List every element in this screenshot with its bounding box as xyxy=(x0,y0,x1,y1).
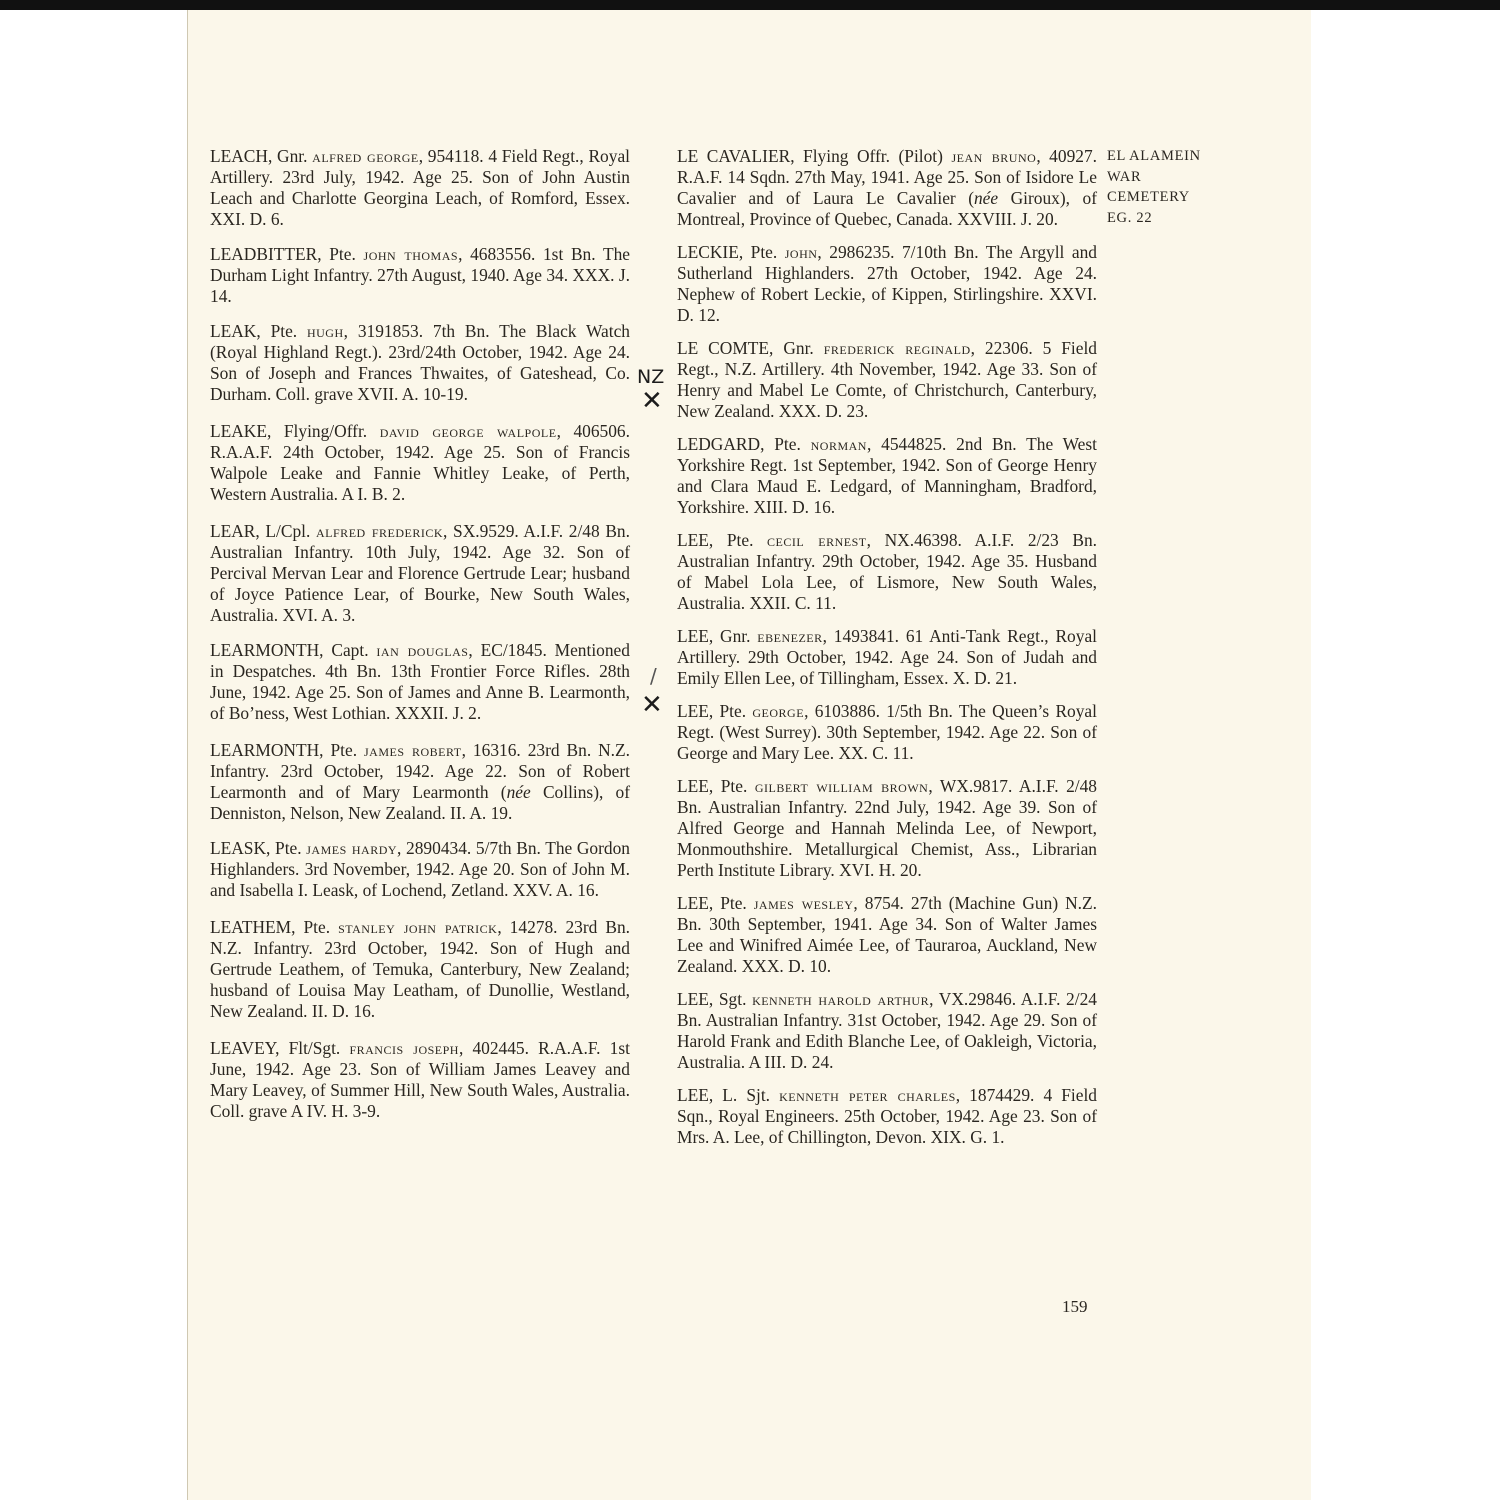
entry-given-names: ebenezer xyxy=(757,626,823,646)
entry-given-names: alfred george xyxy=(312,146,419,166)
register-entry: LEE, Pte. george, 6103886. 1/5th Bn. The Queen’s Royal Regt. (West Surrey). 30th September, 1942. Age 22. Son of George and Mary Lee. XX. C. 11. xyxy=(677,701,1097,763)
entry-given-names: john thomas xyxy=(363,244,459,264)
entry-details: 4683556. 1st Bn. The Durham Light Infantry. 27th August, 1940. Age 34. XXX. J. 14. xyxy=(210,244,631,306)
entry-details: 954118. 4 Field Regt., Royal Artillery. 23rd July, 1942. Age 25. Son of John Austin Leach and Charlotte Georgina Leach, of Romford, Essex. XXI. D. 6. xyxy=(210,146,630,229)
entry-given-names: kenneth peter charles xyxy=(779,1085,956,1105)
handwritten-cross-icon: ✕ xyxy=(641,386,663,416)
entry-surname: LEE xyxy=(677,776,709,796)
entry-given-names: james robert xyxy=(364,740,462,760)
page-number: 159 xyxy=(1062,1297,1088,1316)
entry-rank: Pte. xyxy=(329,244,356,264)
register-entry: LEE, L. Sjt. kenneth peter charles, 1874429. 4 Field Sqn., Royal Engineers. 25th October, 1942. Age 23. Son of Mrs. A. Lee, of Chillington, Devon. XIX. G. 1. xyxy=(677,1085,1097,1147)
entry-surname: LE CAVALIER xyxy=(677,146,791,166)
entry-given-names: james wesley xyxy=(753,893,854,913)
entry-details: 2986235. 7/10th Bn. The Argyll and Sutherland Highlanders. 27th October, 1942. Age 24. Nephew of Robert Leckie, of Kippen, Stirlingshire. XXVI. D. 12. xyxy=(677,242,1097,325)
entry-surname: LEE xyxy=(677,989,709,1009)
register-entry: LEADBITTER, Pte. john thomas, 4683556. 1st Bn. The Durham Light Infantry. 27th August, 1940. Age 34. XXX. J. 14. xyxy=(210,244,631,306)
entry-surname: LEAR xyxy=(210,521,256,541)
entry-details: WX.9817. A.I.F. 2/48 Bn. Australian Infantry. 22nd July, 1942. Age 39. Son of Alfred George and Hannah Melinda Lee, of Newport, Monmouthshire. Metallurgical Chemist, Ass., Librarian Perth Institute Library. XVI. H. 20. xyxy=(677,776,1098,880)
entry-details-italic: née xyxy=(973,188,999,208)
entry-details: 1874429. 4 Field Sqn., Royal Engineers. 25th October, 1942. Age 23. Son of Mrs. A. Lee, of Chillington, Devon. XIX. G. 1. xyxy=(677,1085,1097,1147)
entry-rank: Flying Offr. (Pilot) xyxy=(803,146,943,166)
register-entry: LEACH, Gnr. alfred george, 954118. 4 Field Regt., Royal Artillery. 23rd July, 1942. Age 25. Son of John Austin Leach and Charlotte Georgina Leach, of Romford, Essex. XXI. D. 6. xyxy=(210,146,630,229)
entry-details: 22306. 5 Field Regt., N.Z. Artillery. 4th November, 1942. Age 33. Son of Henry and Mabel Le Comte, of Christchurch, Canterbury, New Zealand. XXX. D. 23. xyxy=(677,338,1097,421)
register-entry: LEARMONTH, Capt. ian douglas, EC/1845. Mentioned in Despatches. 4th Bn. 13th Frontier Force Rifles. 28th June, 1942. Age 25. Son of James and Anne B. Learmonth, of Bo’ness, West Lothian. XXXII. J. 2. xyxy=(210,640,630,723)
entry-rank: Pte. xyxy=(750,242,778,262)
scan-top-border xyxy=(0,0,1500,10)
entry-surname: LEE xyxy=(677,893,709,913)
entry-rank: Sgt. xyxy=(718,989,747,1009)
entry-surname: LECKIE xyxy=(677,242,739,262)
entry-details: Collins), of Denniston, Nelson, New Zealand. II. A. 19. xyxy=(210,782,631,823)
entry-given-names: stanley john patrick xyxy=(338,917,498,937)
entry-rank: Capt. xyxy=(331,640,369,660)
entry-rank: Flying/Offr. xyxy=(283,421,368,441)
entry-rank: L. Sjt. xyxy=(722,1085,771,1105)
entry-surname: LE COMTE xyxy=(677,338,770,358)
entry-rank: Pte. xyxy=(719,701,747,721)
entry-surname: LEASK xyxy=(210,838,267,858)
entry-given-names: david george walpole xyxy=(379,421,557,441)
register-entry: LEE, Pte. james wesley, 8754. 27th (Machine Gun) N.Z. Bn. 30th September, 1941. Age 34. Son of Walter James Lee and Winifred Aimée Lee, of Tauraroa, Auckland, New Zealand. XXX. D. 10. xyxy=(677,893,1097,976)
entry-details: 40927. R.A.F. 14 Sqdn. 27th May, 1941. Age 25. Son of Isidore Le Cavalier and of Laura Le Cavalier ( xyxy=(677,146,1097,208)
entry-details: VX.29846. A.I.F. 2/24 Bn. Australian Infantry. 31st October, 1942. Age 29. Son of Harold Frank and Edith Blanche Lee, of Oakleigh, Victoria, Australia. A III. D. 24. xyxy=(677,989,1097,1072)
register-entry: LEAK, Pte. hugh, 3191853. 7th Bn. The Black Watch (Royal Highland Regt.). 23rd/24th October, 1942. Age 24. Son of Joseph and Frances Thwaites, of Gateshead, Co. Durham. Coll. grave XVII. A. 10-19. xyxy=(210,321,630,404)
entry-given-names: francis joseph xyxy=(349,1038,459,1058)
cemetery-sidenote xyxy=(1107,146,1217,228)
entry-surname: LEE xyxy=(677,1085,709,1105)
handwritten-nz-annotation: NZ xyxy=(637,366,665,388)
entry-given-names: george xyxy=(752,701,805,721)
register-entry: LEE, Pte. gilbert william brown, WX.9817. A.I.F. 2/48 Bn. Australian Infantry. 22nd July, 1942. Age 39. Son of Alfred George and Hannah Melinda Lee, of Newport, Monmouthshire. Metallurgical Chemist, Ass., Librarian Perth Institute Library. XVI. H. 20. xyxy=(677,776,1098,880)
entry-rank: Pte. xyxy=(275,838,302,858)
register-entry: LEAVEY, Flt/Sgt. francis joseph, 402445. R.A.A.F. 1st June, 1942. Age 23. Son of William James Leavey and Mary Leavey, of Summer Hill, New South Wales, Australia. Coll. grave A IV. H. 3-9. xyxy=(210,1038,630,1121)
entry-details: 8754. 27th (Machine Gun) N.Z. Bn. 30th September, 1941. Age 34. Son of Walter James Lee and Winifred Aimée Lee, of Tauraroa, Auckland, New Zealand. XXX. D. 10. xyxy=(677,893,1097,976)
entry-given-names: ian douglas xyxy=(376,640,469,660)
entry-given-names: alfred frederick xyxy=(316,521,444,541)
entry-given-names: cecil ernest xyxy=(767,530,867,550)
register-entry: LEE, Pte. cecil ernest, NX.46398. A.I.F. 2/23 Bn. Australian Infantry. 29th October, 1942. Age 35. Husband of Mabel Lola Lee, of Lismore, New South Wales, Australia. XXII. C. 11. xyxy=(677,530,1097,613)
cemetery-reference: EG. 22 xyxy=(1107,209,1153,226)
entry-rank: Pte. xyxy=(726,530,754,550)
page-edge xyxy=(187,10,188,1500)
handwritten-tick-icon: / xyxy=(650,664,657,688)
entry-details: EC/1845. Mentioned in Despatches. 4th Bn. 13th Frontier Force Rifles. 28th June, 1942. Age 25. Son of James and Anne B. Learmonth, of Bo’ness, West Lothian. XXXII. J. 2. xyxy=(210,640,630,723)
entry-details: 406506. R.A.A.F. 24th October, 1942. Age 25. Son of Francis Walpole Leake and Fannie Whitley Leake, of Perth, Western Australia. A I. B. 2. xyxy=(210,421,630,504)
entry-surname: LEE xyxy=(677,530,709,550)
entry-surname: LEACH xyxy=(210,146,268,166)
right-column xyxy=(677,146,1097,1148)
entry-rank: Gnr. xyxy=(720,626,751,646)
register-entry: LE CAVALIER, Flying Offr. (Pilot) jean bruno, 40927. R.A.F. 14 Sqdn. 27th May, 1941. Age 25. Son of Isidore Le Cavalier and of Laura Le Cavalier (née Giroux), of Montreal, Province of Quebec, Canada. XXVIII. J. 20. xyxy=(677,146,1097,229)
register-entry: LEDGARD, Pte. norman, 4544825. 2nd Bn. The West Yorkshire Regt. 1st September, 1942. Son of George Henry and Clara Maud E. Ledgard, of Manningham, Bradford, Yorkshire. XIII. D. 16. xyxy=(677,434,1097,517)
register-entry: LE COMTE, Gnr. frederick reginald, 22306. 5 Field Regt., N.Z. Artillery. 4th November, 1942. Age 33. Son of Henry and Mabel Le Comte, of Christchurch, Canterbury, New Zealand. XXX. D. 23. xyxy=(677,338,1097,421)
entry-rank: Pte. xyxy=(270,321,298,341)
register-entry: LEE, Gnr. ebenezer, 1493841. 61 Anti-Tank Regt., Royal Artillery. 29th October, 1942. Age 24. Son of Judah and Emily Ellen Lee, of Tillingham, Essex. X. D. 21. xyxy=(677,626,1097,688)
register-entry: LEAKE, Flying/Offr. david george walpole, 406506. R.A.A.F. 24th October, 1942. Age 25. Son of Francis Walpole Leake and Fannie Whitley Leake, of Perth, Western Australia. A I. B. 2. xyxy=(210,421,630,504)
register-entry: LECKIE, Pte. john, 2986235. 7/10th Bn. The Argyll and Sutherland Highlanders. 27th October, 1942. Age 24. Nephew of Robert Leckie, of Kippen, Stirlingshire. XXVI. D. 12. xyxy=(677,242,1097,325)
entry-details: 1493841. 61 Anti-Tank Regt., Royal Artillery. 29th October, 1942. Age 24. Son of Judah and Emily Ellen Lee, of Tillingham, Essex. X. D. 21. xyxy=(677,626,1097,688)
entry-given-names: frederick reginald xyxy=(823,338,971,358)
cemetery-name: EL ALAMEIN WAR CEMETERY xyxy=(1107,148,1201,205)
entry-given-names: hugh xyxy=(306,321,344,341)
left-column xyxy=(210,146,630,1122)
entry-details: 14278. 23rd Bn. N.Z. Infantry. 23rd October, 1942. Son of Hugh and Gertrude Leathem, of Temuka, Canterbury, New Zealand; husband of Louisa May Leatham, of Dunollie, Westland, New Zealand. II. D. 16. xyxy=(210,917,630,1021)
entry-rank: Gnr. xyxy=(783,338,814,358)
entry-surname: LEATHEM xyxy=(210,917,292,937)
entry-details-italic: née xyxy=(506,782,531,802)
entry-surname: LEE xyxy=(677,701,709,721)
entry-details: 6103886. 1/5th Bn. The Queen’s Royal Regt. (West Surrey). 30th September, 1942. Age 22. Son of George and Mary Lee. XX. C. 11. xyxy=(677,701,1097,763)
entry-details: 402445. R.A.A.F. 1st June, 1942. Age 23. Son of William James Leavey and Mary Leavey, of Summer Hill, New South Wales, Australia. Coll. grave A IV. H. 3-9. xyxy=(210,1038,630,1121)
entry-details: 4544825. 2nd Bn. The West Yorkshire Regt. 1st September, 1942. Son of George Henry and Clara Maud E. Ledgard, of Manningham, Bradford, Yorkshire. XIII. D. 16. xyxy=(677,434,1097,517)
entry-given-names: norman xyxy=(810,434,867,454)
entry-details: 3191853. 7th Bn. The Black Watch (Royal Highland Regt.). 23rd/24th October, 1942. Age 24. Son of Joseph and Frances Thwaites, of Gateshead, Co. Durham. Coll. grave XVII. A. 10-19. xyxy=(210,321,630,404)
entry-rank: Pte. xyxy=(774,434,801,454)
register-entry: LEAR, L/Cpl. alfred frederick, SX.9529. A.I.F. 2/48 Bn. Australian Infantry. 10th July, 1942. Age 32. Son of Percival Mervan Lear and Florence Gertrude Lear; husband of Joyce Patience Lear, of Bourke, New South Wales, Australia. XVI. A. 3. xyxy=(210,521,630,625)
register-entry: LEARMONTH, Pte. james robert, 16316. 23rd Bn. N.Z. Infantry. 23rd October, 1942. Age 22. Son of Robert Learmonth and of Mary Learmonth (née Collins), of Denniston, Nelson, New Zealand. II. A. 19. xyxy=(210,740,631,823)
handwritten-cross-icon: ✕ xyxy=(641,690,663,720)
entry-given-names: kenneth harold arthur xyxy=(752,989,930,1009)
entry-surname: LEAKE xyxy=(210,421,267,441)
entry-details: NX.46398. A.I.F. 2/23 Bn. Australian Infantry. 29th October, 1942. Age 35. Husband of Mabel Lola Lee, of Lismore, New South Wales, Australia. XXII. C. 11. xyxy=(677,530,1097,613)
entry-surname: LEADBITTER xyxy=(210,244,318,264)
entry-rank: Pte. xyxy=(330,740,358,760)
entry-given-names: jean bruno xyxy=(951,146,1037,166)
entry-details: Giroux), of Montreal, Province of Quebec, Canada. XXVIII. J. 20. xyxy=(677,188,1097,229)
entry-rank: Pte. xyxy=(720,893,747,913)
entry-details: 2890434. 5/7th Bn. The Gordon Highlanders. 3rd November, 1942. Age 20. Son of John M. and Isabella I. Leask, of Lochend, Zetland. XXV. A. 16. xyxy=(210,838,630,900)
entry-rank: Pte. xyxy=(303,917,331,937)
entry-given-names: james hardy xyxy=(306,838,398,858)
register-entry: LEE, Sgt. kenneth harold arthur, VX.29846. A.I.F. 2/24 Bn. Australian Infantry. 31st October, 1942. Age 29. Son of Harold Frank and Edith Blanche Lee, of Oakleigh, Victoria, Australia. A III. D. 24. xyxy=(677,989,1097,1072)
entry-details: SX.9529. A.I.F. 2/48 Bn. Australian Infantry. 10th July, 1942. Age 32. Son of Percival Mervan Lear and Florence Gertrude Lear; husband of Joyce Patience Lear, of Bourke, New South Wales, Australia. XVI. A. 3. xyxy=(210,521,630,625)
entry-rank: Pte. xyxy=(720,776,748,796)
entry-rank: Flt/Sgt. xyxy=(288,1038,341,1058)
entry-given-names: gilbert william brown xyxy=(754,776,929,796)
entry-surname: LEAVEY xyxy=(210,1038,276,1058)
entry-surname: LEARMONTH xyxy=(210,640,320,660)
entry-surname: LEAK xyxy=(210,321,257,341)
entry-surname: LEARMONTH xyxy=(210,740,320,760)
entry-details: 16316. 23rd Bn. N.Z. Infantry. 23rd October, 1942. Age 22. Son of Robert Learmonth and of Mary Learmonth ( xyxy=(210,740,631,802)
entry-rank: Gnr. xyxy=(277,146,308,166)
register-entry: LEASK, Pte. james hardy, 2890434. 5/7th Bn. The Gordon Highlanders. 3rd November, 1942. Age 20. Son of John M. and Isabella I. Leask, of Lochend, Zetland. XXV. A. 16. xyxy=(210,838,630,900)
register-entry: LEATHEM, Pte. stanley john patrick, 14278. 23rd Bn. N.Z. Infantry. 23rd October, 1942. Son of Hugh and Gertrude Leathem, of Temuka, Canterbury, New Zealand; husband of Louisa May Leatham, of Dunollie, Westland, New Zealand. II. D. 16. xyxy=(210,917,630,1021)
entry-surname: LEE xyxy=(677,626,709,646)
entry-rank: L/Cpl. xyxy=(265,521,311,541)
entry-given-names: john xyxy=(784,242,818,262)
entry-surname: LEDGARD xyxy=(677,434,761,454)
